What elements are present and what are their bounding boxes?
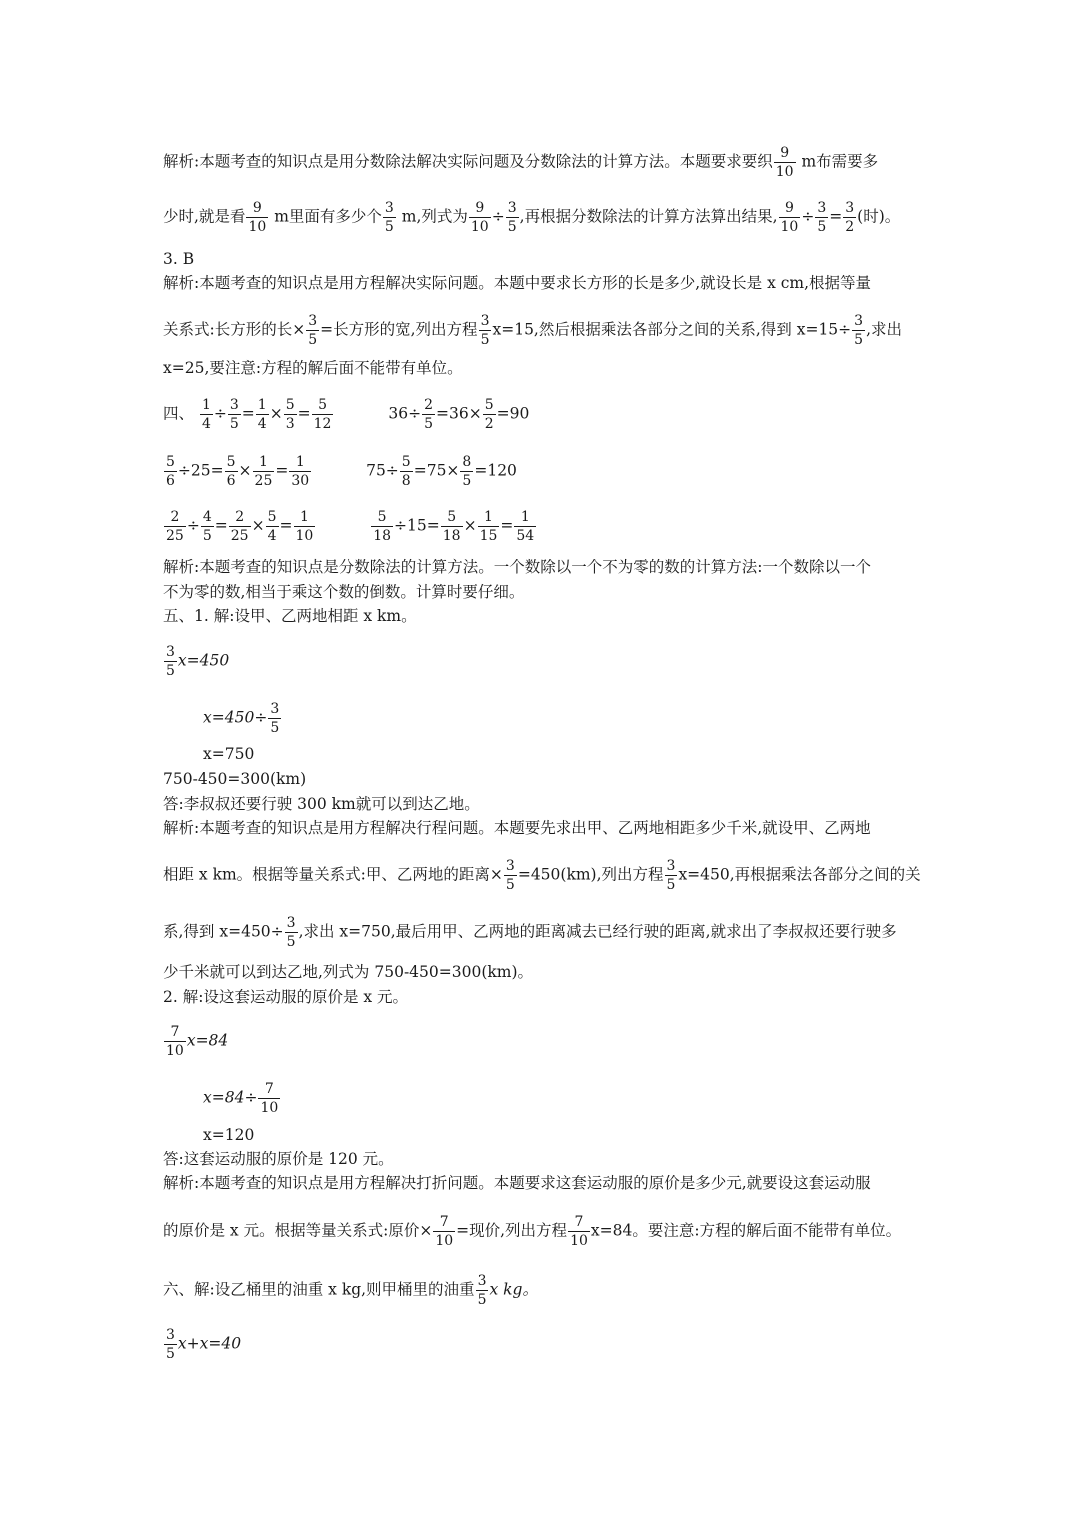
fraction: $\frac{3}{5}$ [480,313,490,348]
fraction: $\frac{3}{5}$ [229,397,239,432]
text-line: 系,得到 x=450÷ $\frac{3}{5}$ ,求出 x=750,最后用甲、乙两地的距离减去已经行驶的距离,就求出了李叔叔还要行驶多 [163,915,897,950]
fraction: $\frac{5}{2}$ [484,397,494,432]
fraction: $\frac{5}{8}$ [401,454,411,489]
equation: 750-450=300(km) [163,770,307,788]
fraction: $\frac{3}{5}$ [384,200,394,235]
fraction: $\frac{1}{15}$ [479,509,498,544]
fraction: $\frac{3}{5}$ [507,200,517,235]
fraction: $\frac{5}{18}$ [373,509,392,544]
fraction: $\frac{3}{5}$ [505,858,515,893]
fraction: $\frac{3}{5}$ [308,313,318,348]
fraction: $\frac{5}{6}$ [226,454,236,489]
fraction: $\frac{1}{10}$ [295,509,314,544]
fraction: $\frac{9}{10}$ [248,200,267,235]
fraction: $\frac{3}{2}$ [845,200,855,235]
equation: x=120 [203,1126,255,1144]
text-line: 的原价是 x 元。根据等量关系式:原价× $\frac{7}{10}$ =现价,列出方程 $\frac{7}{10}$ x=84。要注意:方程的解后面不能带有单位。 [163,1214,902,1249]
fraction: $\frac{3}{5}$ [166,1327,175,1362]
text-line: x=25,要注意:方程的解后面不能带有单位。 [163,359,463,377]
fraction: $\frac{8}{5}$ [462,454,472,489]
text-line: 不为零的数,相当于乘这个数的倒数。计算时要仔细。 [163,583,525,601]
question-line: 五、1. 解:设甲、乙两地相距 x km。 [163,607,417,625]
fraction: $\frac{7}{10}$ [166,1024,184,1059]
calc-row: $\frac{2}{25}$ ÷ $\frac{4}{5}$ = $\frac{2}{25}$ × $\frac{5}{4}$ = $\frac{1}{10}$ $\frac{5}{18}$ ÷15= $\frac{5}{18}$ × $\frac{1}{15}$ = $\frac{1}{54}$ [166,509,535,544]
fraction: $\frac{1}{25}$ [254,454,273,489]
fraction: $\frac{3}{5}$ [270,701,280,736]
text-line: 解析:本题考查的知识点是用方程解决行程问题。本题要先求出甲、乙两地相距多少千米,就设甲、乙两地 [163,819,871,837]
fraction: $\frac{5}{18}$ [442,509,461,544]
text-line: 解析:本题考查的知识点是用分数除法解决实际问题及分数除法的计算方法。本题要求要织 $\frac{9}{10}$ m布需要多 [163,145,879,180]
text-line: 解析:本题考查的知识点是用方程解决实际问题。本题中要求长方形的长是多少,就设长是 x cm,根据等量 [163,274,872,292]
fraction: $\frac{1}{30}$ [291,454,310,489]
fraction: $\frac{3}{5}$ [286,915,296,950]
fraction: $\frac{9}{10}$ [780,200,799,235]
text-line: 六、解:设乙桶里的油重 x kg,则甲桶里的油重 $\frac{3}{5}$ x kg。 [163,1273,538,1308]
fraction: $\frac{3}{5}$ [817,200,827,235]
fraction: $\frac{2}{5}$ [424,397,433,432]
equation: x=450÷ $\frac{3}{5}$ [203,701,280,736]
fraction: $\frac{2}{25}$ [230,509,249,544]
fraction: $\frac{5}{4}$ [267,509,277,544]
text-line: 少时,就是看 $\frac{9}{10}$ m里面有多少个 $\frac{3}{5}$ m,列式为 $\frac{9}{10}$ ÷ $\frac{3}{5}$ ,再根据分数除法的计算方法算出结果, $\frac{9}{10}$ ÷ $\frac{3}{5}$ = $\frac{3}{2}$ (时)。 [163,200,901,235]
fraction: $\frac{7}{10}$ [260,1081,279,1116]
equation: x=84÷ $\frac{7}{10}$ [203,1081,279,1116]
fraction: $\frac{1}{4}$ [201,397,211,432]
fraction: $\frac{3}{5}$ [477,1273,487,1308]
fraction: $\frac{2}{25}$ [166,509,184,544]
fraction: $\frac{3}{5}$ [854,313,864,348]
equation: $\frac{7}{10}$ x=84 [166,1024,229,1059]
fraction: $\frac{4}{5}$ [202,509,212,544]
fraction: $\frac{5}{6}$ [166,454,175,489]
text-line: 解析:本题考查的知识点是分数除法的计算方法。一个数除以一个不为零的数的计算方法:一个数除以一个 [163,558,871,576]
text-line: 少千米就可以到达乙地,列式为 750-450=300(km)。 [163,963,534,981]
fraction: $\frac{7}{10}$ [570,1214,588,1249]
question-line: 2. 解:设这套运动服的原价是 x 元。 [163,988,409,1006]
answer-line: 答:李叔叔还要行驶 300 km就可以到达乙地。 [163,795,480,813]
text-line: 关系式:长方形的长× $\frac{3}{5}$ =长方形的宽,列出方程 $\frac{3}{5}$ x=15,然后根据乘法各部分之间的关系,得到 x=15÷ $\frac{3}{5}$ ,求出 [163,313,903,348]
fraction: $\frac{3}{5}$ [666,858,676,893]
fraction: $\frac{9}{10}$ [470,200,489,235]
fraction: $\frac{1}{4}$ [257,397,267,432]
text-line: 解析:本题考查的知识点是用方程解决打折问题。本题要求这套运动服的原价是多少元,就要设这套运动服 [163,1174,871,1192]
answer-label: 3. B [163,250,195,268]
fraction: $\frac{1}{54}$ [516,509,535,544]
equation: $\frac{3}{5}$ x=450 [166,644,230,679]
answer-line: 答:这套运动服的原价是 120 元。 [163,1150,394,1168]
fraction: $\frac{5}{3}$ [285,397,295,432]
fraction: $\frac{5}{12}$ [313,397,332,432]
fraction: $\frac{3}{5}$ [166,644,175,679]
equation: $\frac{3}{5}$ x+x=40 [166,1327,242,1362]
calc-row: 四、 $\frac{1}{4}$ ÷ $\frac{3}{5}$ = $\frac{1}{4}$ × $\frac{5}{3}$ = $\frac{5}{12}$ 36÷ $\frac{2}{5}$ =36× $\frac{5}{2}$ =90 [163,397,530,432]
text-line: 相距 x km。根据等量关系式:甲、乙两地的距离× $\frac{3}{5}$ =450(km),列出方程 $\frac{3}{5}$ x=450,再根据乘法各部分之间的关 [163,858,921,893]
fraction: $\frac{7}{10}$ [435,1214,454,1249]
calc-row: $\frac{5}{6}$ ÷25= $\frac{5}{6}$ × $\frac{1}{25}$ = $\frac{1}{30}$ 75÷ $\frac{5}{8}$ =75× $\frac{8}{5}$ =120 [166,454,517,489]
fraction: $\frac{9}{10}$ [775,145,794,180]
equation: x=750 [203,745,255,763]
